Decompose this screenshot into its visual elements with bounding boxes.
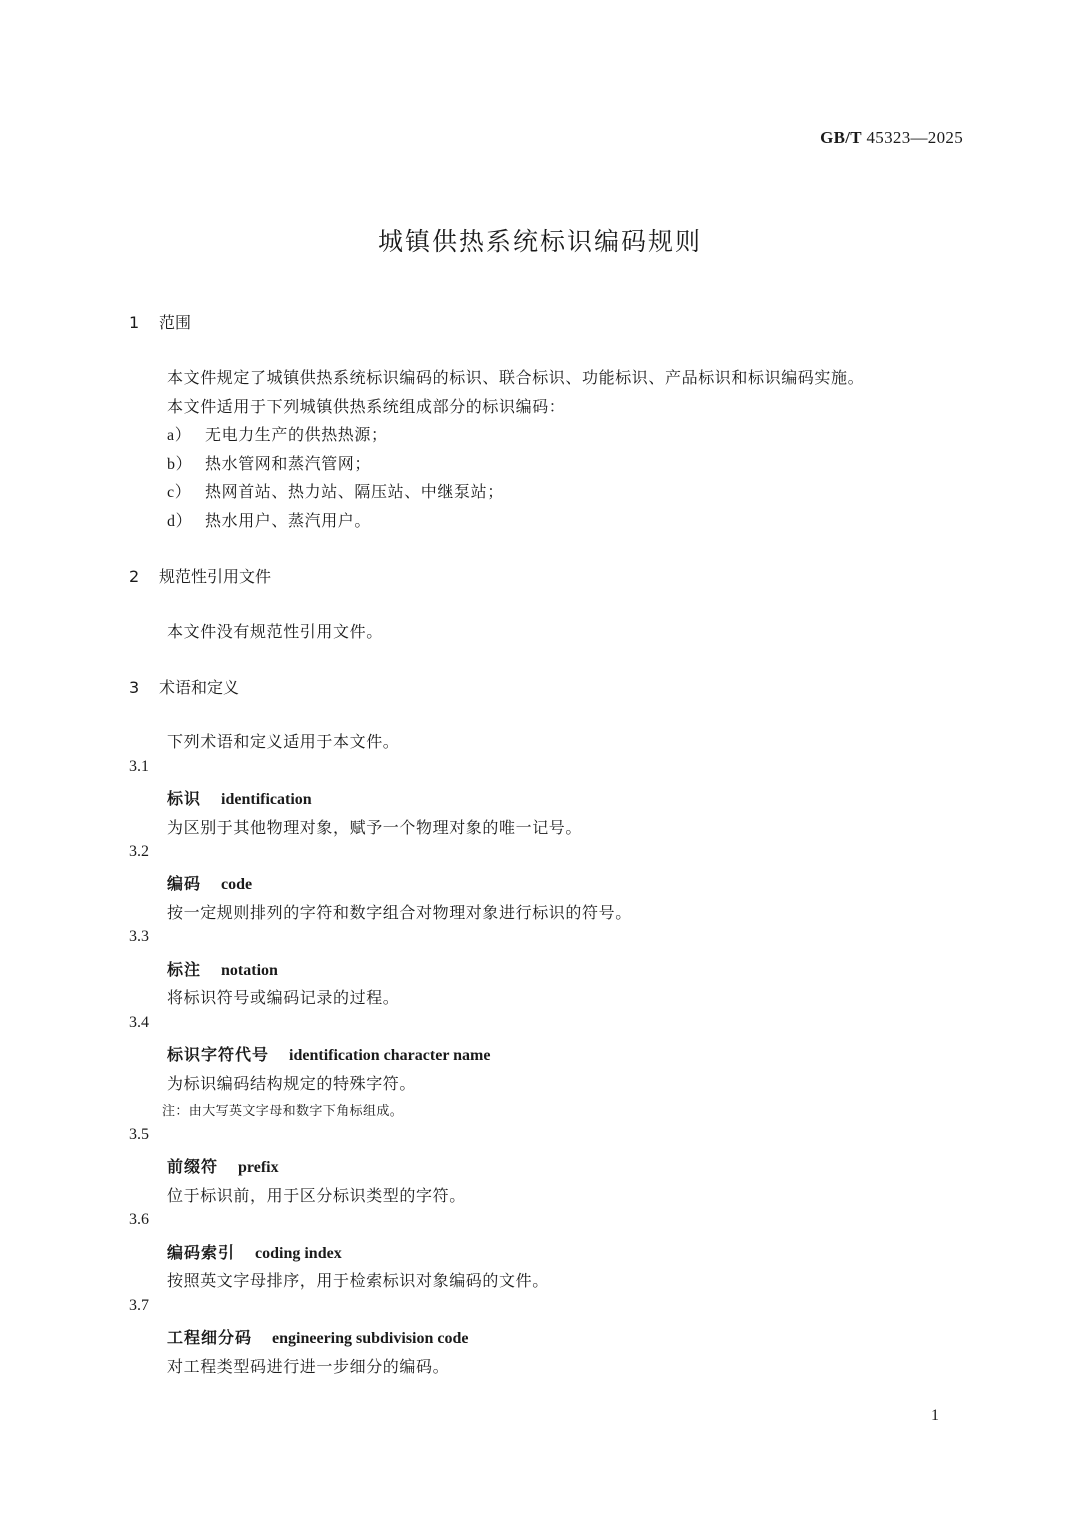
term-definition: 为标识编码结构规定的特殊字符。: [167, 1074, 417, 1093]
standard-code: [820, 128, 963, 148]
term-en: code: [221, 876, 253, 893]
paragraph: 本文件适用于下列城镇供热系统组成部分的标识编码：: [167, 397, 566, 416]
term-en: coding index: [255, 1245, 342, 1262]
list-label: d）: [167, 513, 193, 530]
standard-number: 45323—2025: [866, 128, 963, 147]
term-heading: [167, 1154, 279, 1177]
section-title: 规范性引用文件: [159, 567, 272, 586]
paragraph: 本文件没有规范性引用文件。: [167, 622, 383, 641]
list-item: [167, 422, 388, 445]
section-number: 3: [129, 678, 140, 697]
section-number: 1: [129, 313, 140, 332]
list-label: a）: [167, 427, 192, 444]
term-number: 3.5: [129, 1126, 149, 1143]
term-number: 3.6: [129, 1211, 149, 1228]
term-en: prefix: [238, 1159, 279, 1176]
term-definition: 为区别于其他物理对象，赋予一个物理对象的唯一记号。: [167, 818, 583, 837]
term-heading: [167, 957, 278, 980]
list-text: 无电力生产的供热热源；: [205, 425, 388, 444]
term-heading: [167, 1325, 469, 1348]
term-heading: [167, 1240, 342, 1263]
section-number: 2: [129, 567, 140, 586]
term-number: 3.1: [129, 758, 149, 775]
document-title: 城镇供热系统标识编码规则: [377, 227, 702, 256]
list-text: 热水用户、蒸汽用户。: [205, 511, 372, 530]
term-zh: 编码: [167, 874, 202, 893]
term-heading: [167, 871, 252, 894]
list-label: c）: [167, 484, 192, 501]
term-heading: [167, 1042, 490, 1065]
list-item: [167, 479, 504, 502]
term-zh: 标识字符代号: [167, 1045, 270, 1064]
section-title: 范围: [159, 313, 192, 332]
standard-prefix: GB/T: [820, 128, 862, 147]
term-definition: 按照英文字母排序，用于检索标识对象编码的文件。: [167, 1271, 549, 1290]
term-note: 注：由大写英文字母和数字下角标组成。: [162, 1104, 404, 1119]
term-en: identification: [221, 791, 312, 808]
term-number: 3.7: [129, 1297, 149, 1314]
list-item: [167, 451, 371, 474]
term-number: 3.4: [129, 1014, 149, 1031]
paragraph: 本文件规定了城镇供热系统标识编码的标识、联合标识、功能标识、产品标识和标识编码实施。: [167, 368, 865, 387]
term-definition: 位于标识前，用于区分标识类型的字符。: [167, 1186, 466, 1205]
page-number: 1: [931, 1407, 939, 1424]
term-zh: 标注: [167, 960, 202, 979]
term-number: 3.2: [129, 843, 149, 860]
term-zh: 工程细分码: [167, 1328, 253, 1347]
term-zh: 标识: [167, 789, 202, 808]
list-item: [167, 508, 371, 531]
term-en: engineering subdivision code: [272, 1330, 469, 1347]
section-2-heading: [129, 564, 271, 587]
term-definition: 按一定规则排列的字符和数字组合对物理对象进行标识的符号。: [167, 903, 632, 922]
term-zh: 编码索引: [167, 1243, 236, 1262]
list-text: 热水管网和蒸汽管网；: [205, 454, 372, 473]
section-3-heading: [129, 675, 239, 698]
term-heading: [167, 786, 312, 809]
section-1-heading: [129, 310, 191, 333]
term-zh: 前缀符: [167, 1157, 219, 1176]
term-en: notation: [221, 962, 278, 979]
paragraph: 下列术语和定义适用于本文件。: [167, 732, 400, 751]
list-text: 热网首站、热力站、隔压站、中继泵站；: [205, 482, 504, 501]
section-title: 术语和定义: [159, 678, 240, 697]
term-number: 3.3: [129, 928, 149, 945]
term-en: identification character name: [289, 1047, 491, 1064]
term-definition: 将标识符号或编码记录的过程。: [167, 988, 400, 1007]
term-definition: 对工程类型码进行进一步细分的编码。: [167, 1357, 450, 1376]
list-label: b）: [167, 456, 193, 473]
